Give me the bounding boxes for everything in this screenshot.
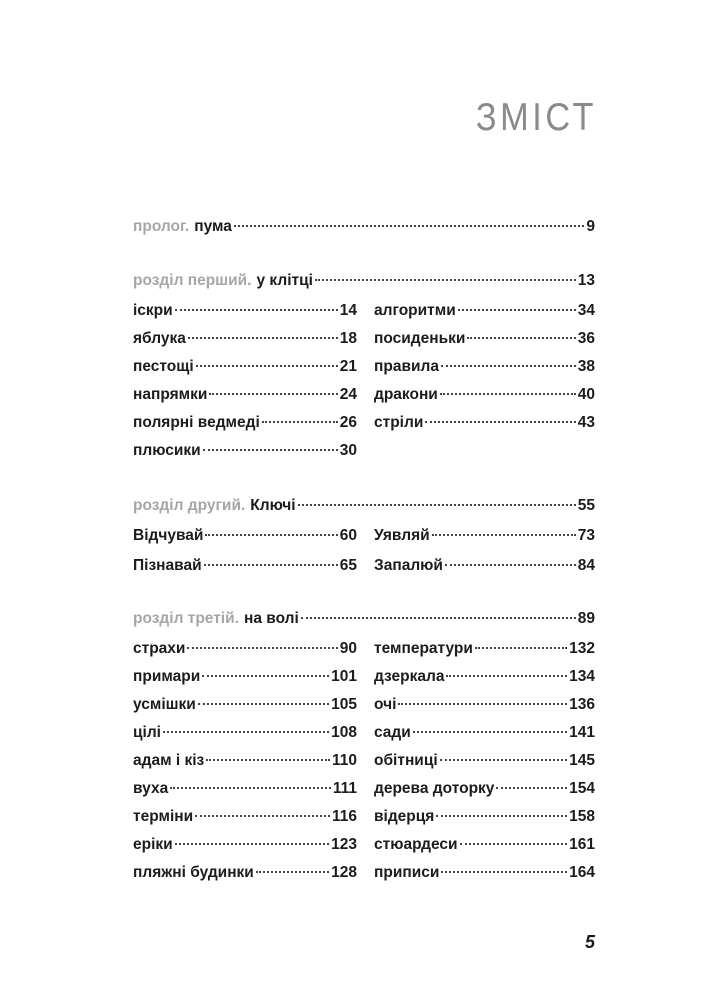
- entry-page: 24: [339, 386, 357, 403]
- section-prefix: розділ другий.: [133, 497, 246, 514]
- entry-label: температури: [374, 640, 473, 657]
- entry-page: 128: [331, 864, 357, 881]
- entry-label: Відчувай: [133, 527, 204, 544]
- entry-page: 164: [569, 864, 595, 881]
- entry-label: примари: [133, 668, 201, 685]
- toc-entry[interactable]: [133, 557, 357, 575]
- entry-label: сади: [374, 724, 411, 741]
- entry-page: 18: [339, 330, 357, 347]
- toc-entry[interactable]: [133, 442, 357, 460]
- entry-label: пляжні будинки: [133, 864, 254, 881]
- toc-section-2[interactable]: [133, 497, 595, 515]
- entry-page: 43: [577, 414, 595, 431]
- dot-leader: [234, 225, 584, 227]
- toc-entry[interactable]: [374, 358, 595, 376]
- dot-leader: [440, 759, 567, 761]
- dot-leader: [440, 393, 576, 395]
- toc-prologue[interactable]: [133, 218, 595, 236]
- dot-leader: [175, 309, 338, 311]
- toc-entry[interactable]: [133, 527, 357, 545]
- toc-section-3[interactable]: [133, 610, 595, 628]
- entry-page: 14: [339, 302, 357, 319]
- entry-label: адам і кіз: [133, 752, 205, 769]
- entry-label: пестощі: [133, 358, 194, 375]
- toc-entry[interactable]: [374, 330, 595, 348]
- prologue-title: пума: [194, 218, 232, 235]
- entry-label: алгоритми: [374, 302, 456, 319]
- toc-entry[interactable]: [133, 696, 357, 714]
- dot-leader: [170, 787, 331, 789]
- section-title: Ключі: [250, 497, 296, 514]
- section-title: у клітці: [256, 272, 313, 289]
- dot-leader: [204, 564, 338, 566]
- toc-section-1[interactable]: [133, 272, 595, 290]
- dot-leader: [188, 337, 338, 339]
- toc-entry[interactable]: [133, 358, 357, 376]
- entry-page: 36: [577, 330, 595, 347]
- entry-label: яблука: [133, 330, 186, 347]
- dot-leader: [298, 504, 576, 506]
- toc-entry[interactable]: [374, 696, 595, 714]
- entry-label: терміни: [133, 808, 194, 825]
- entry-page: 158: [569, 808, 595, 825]
- entry-label: Пізнавай: [133, 557, 202, 574]
- entry-label: іскри: [133, 302, 173, 319]
- entry-label: цілі: [133, 724, 161, 741]
- dot-leader: [475, 647, 567, 649]
- toc-entry[interactable]: [133, 330, 357, 348]
- toc-entry[interactable]: [374, 724, 595, 742]
- toc-entry[interactable]: [374, 414, 595, 432]
- entry-label: еріки: [133, 836, 173, 853]
- toc-entry[interactable]: [133, 752, 357, 770]
- entry-page: 134: [569, 668, 595, 685]
- dot-leader: [441, 365, 576, 367]
- dot-leader: [467, 337, 575, 339]
- entry-page: 73: [577, 527, 595, 544]
- entry-page: 34: [577, 302, 595, 319]
- entry-label: напрямки: [133, 386, 208, 403]
- entry-page: 40: [577, 386, 595, 403]
- toc-entry[interactable]: [133, 724, 357, 742]
- toc-entry[interactable]: [133, 386, 357, 404]
- toc-entry[interactable]: [374, 864, 595, 882]
- toc-entry[interactable]: [374, 836, 595, 854]
- entry-page: 132: [569, 640, 595, 657]
- dot-leader: [256, 871, 329, 873]
- dot-leader: [441, 871, 567, 873]
- dot-leader: [202, 675, 329, 677]
- toc-entry[interactable]: [133, 864, 357, 882]
- entry-label: дзеркала: [374, 668, 445, 685]
- dot-leader: [209, 393, 337, 395]
- entry-page: 90: [339, 640, 357, 657]
- entry-page: 154: [569, 780, 595, 797]
- entry-page: 161: [569, 836, 595, 853]
- page-title: ЗМІСТ: [475, 96, 597, 139]
- entry-page: 65: [339, 557, 357, 574]
- toc-entry[interactable]: [374, 527, 595, 545]
- entry-label: відерця: [374, 808, 435, 825]
- entry-label: страхи: [133, 640, 186, 657]
- toc-entry[interactable]: [374, 808, 595, 826]
- section-page: 89: [577, 610, 595, 627]
- entry-label: Запалюй: [374, 557, 443, 574]
- dot-leader: [413, 731, 567, 733]
- entry-label: посиденьки: [374, 330, 466, 347]
- toc-entry[interactable]: [133, 668, 357, 686]
- dot-leader: [196, 365, 338, 367]
- dot-leader: [195, 815, 330, 817]
- dot-leader: [163, 731, 329, 733]
- toc-entry[interactable]: [133, 302, 357, 320]
- toc-entry[interactable]: [374, 668, 595, 686]
- entry-label: усмішки: [133, 696, 196, 713]
- dot-leader: [206, 759, 330, 761]
- entry-page: 105: [331, 696, 357, 713]
- dot-leader: [432, 534, 576, 536]
- entry-label: стюардеси: [374, 836, 458, 853]
- prologue-page: 9: [586, 218, 595, 235]
- section-page: 13: [577, 272, 595, 289]
- section-title: на волі: [243, 610, 299, 627]
- entry-label: дракони: [374, 386, 438, 403]
- dot-leader: [446, 675, 567, 677]
- entry-page: 111: [332, 780, 357, 797]
- dot-leader: [445, 564, 576, 566]
- entry-page: 116: [331, 808, 357, 825]
- toc-entry[interactable]: [133, 836, 357, 854]
- dot-leader: [398, 703, 567, 705]
- entry-page: 30: [339, 442, 357, 459]
- entry-label: плюсики: [133, 442, 201, 459]
- entry-page: 84: [577, 557, 595, 574]
- entry-page: 26: [339, 414, 357, 431]
- entry-page: 60: [339, 527, 357, 544]
- toc-entry[interactable]: [133, 808, 357, 826]
- dot-leader: [436, 815, 567, 817]
- dot-leader: [187, 647, 337, 649]
- entry-label: вуха: [133, 780, 169, 797]
- toc-entry[interactable]: [374, 752, 595, 770]
- dot-leader: [262, 421, 338, 423]
- entry-label: очі: [374, 696, 397, 713]
- dot-leader: [301, 617, 576, 619]
- dot-leader: [198, 703, 329, 705]
- entry-page: 108: [331, 724, 357, 741]
- section-prefix: розділ перший.: [133, 272, 252, 289]
- entry-page: 145: [569, 752, 595, 769]
- dot-leader: [458, 309, 576, 311]
- entry-label: приписи: [374, 864, 440, 881]
- entry-page: 101: [331, 668, 357, 685]
- entry-page: 21: [339, 358, 357, 375]
- toc-entry[interactable]: [133, 640, 357, 658]
- entry-page: 38: [577, 358, 595, 375]
- entry-label: обітниці: [374, 752, 438, 769]
- toc-entry[interactable]: [374, 302, 595, 320]
- dot-leader: [425, 421, 575, 423]
- entry-page: 110: [331, 752, 357, 769]
- toc-entry[interactable]: [133, 780, 357, 798]
- section-prefix: розділ третій.: [133, 610, 239, 627]
- entry-page: 141: [569, 724, 595, 741]
- entry-page: 123: [331, 836, 357, 853]
- dot-leader: [315, 279, 576, 281]
- page-number: 5: [585, 932, 596, 952]
- entry-label: дерева доторку: [374, 780, 495, 797]
- dot-leader: [203, 449, 338, 451]
- dot-leader: [205, 534, 337, 536]
- section-page: 55: [577, 497, 595, 514]
- dot-leader: [496, 787, 567, 789]
- entry-label: правила: [374, 358, 439, 375]
- dot-leader: [460, 843, 568, 845]
- toc-entry[interactable]: [133, 414, 357, 432]
- toc-entry[interactable]: [374, 386, 595, 404]
- dot-leader: [175, 843, 329, 845]
- entry-label: Уявляй: [374, 527, 430, 544]
- prologue-prefix: пролог.: [133, 218, 190, 235]
- entry-label: полярні ведмеді: [133, 414, 260, 431]
- entry-page: 136: [569, 696, 595, 713]
- toc-entry[interactable]: [374, 557, 595, 575]
- toc-entry[interactable]: [374, 640, 595, 658]
- toc-entry[interactable]: [374, 780, 595, 798]
- entry-label: стріли: [374, 414, 424, 431]
